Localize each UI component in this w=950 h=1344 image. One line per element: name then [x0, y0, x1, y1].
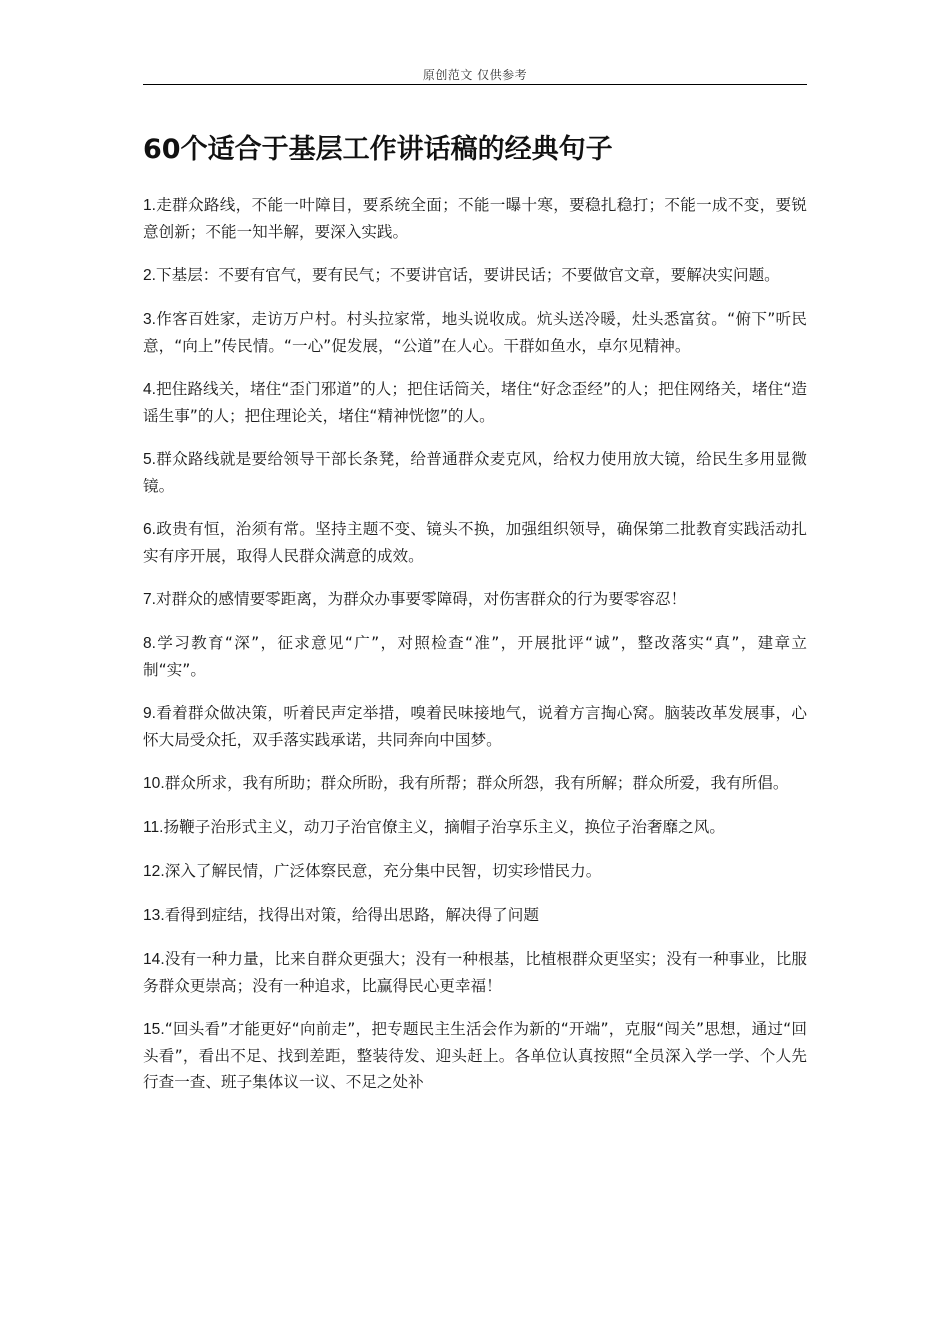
item-number: 4.	[143, 381, 157, 398]
document-body	[143, 192, 807, 1112]
page-header: 原创范文 仅供参考	[422, 68, 528, 82]
list-item	[143, 192, 807, 245]
item-number: 11.	[143, 819, 164, 836]
list-item	[143, 376, 807, 429]
item-number: 6.	[143, 521, 157, 538]
item-text: 看着群众做决策，听着民声定举措，嗅着民味接地气，说着方言掏心窝。脑装改革发展事，心怀大局受众托，双手落实践承诺，共同奔向中国梦。	[143, 704, 807, 749]
list-item	[143, 946, 807, 999]
item-number: 13.	[143, 907, 165, 924]
item-number: 15.	[143, 1021, 165, 1038]
list-item	[143, 446, 807, 499]
item-number: 1.	[143, 197, 157, 214]
list-item	[143, 1016, 807, 1095]
item-number: 9.	[143, 705, 157, 722]
item-number: 8.	[143, 635, 157, 652]
item-text: 下基层：不要有官气，要有民气；不要讲官话，要讲民话；不要做官文章，要解决实问题。	[156, 266, 780, 284]
item-text: 扬鞭子治形式主义，动刀子治官僚主义，摘帽子治享乐主义，换位子治奢靡之风。	[163, 818, 725, 836]
item-text: 没有一种力量，比来自群众更强大；没有一种根基，比植根群众更坚实；没有一种事业，比服务群众更崇高；没有一种追求，比赢得民心更幸福！	[143, 950, 807, 995]
item-text: 对群众的感情要零距离，为群众办事要零障碍，对伤害群众的行为要零容忍！	[156, 590, 687, 608]
item-text: 走群众路线，不能一叶障目，要系统全面；不能一曝十寒，要稳扎稳打；不能一成不变，要锐意创新；不能一知半解，要深入实践。	[143, 196, 807, 241]
header-divider	[143, 84, 807, 85]
item-text: 把住路线关，堵住“歪门邪道”的人；把住话筒关，堵住“好念歪经”的人；把住网络关，堵住“造谣生事”的人；把住理论关，堵住“精神恍惚”的人。	[143, 380, 807, 425]
item-number: 12.	[143, 863, 165, 880]
item-text: 群众路线就是要给领导干部长条凳，给普通群众麦克风，给权力使用放大镜，给民生多用显微镜。	[143, 450, 807, 495]
list-item	[143, 586, 807, 613]
list-item	[143, 814, 807, 841]
document-title: 60个适合于基层工作讲话稿的经典句子	[143, 134, 613, 165]
list-item	[143, 306, 807, 359]
list-item	[143, 770, 807, 797]
item-number: 7.	[143, 591, 157, 608]
list-item	[143, 902, 807, 929]
item-text: 学习教育“深”，征求意见“广”，对照检查“准”，开展批评“诚”，整改落实“真”，建章立制“实”。	[143, 634, 807, 679]
item-number: 2.	[143, 267, 157, 284]
item-text: 深入了解民情，广泛体察民意，充分集中民智，切实珍惜民力。	[164, 862, 602, 880]
list-item	[143, 630, 807, 683]
item-number: 10.	[143, 775, 165, 792]
list-item	[143, 858, 807, 885]
item-number: 14.	[143, 951, 165, 968]
item-number: 5.	[143, 451, 157, 468]
list-item	[143, 700, 807, 753]
item-text: 作客百姓家，走访万户村。村头拉家常，地头说收成。炕头送冷暖，灶头悉富贫。“俯下”听民意，“向上”传民情。“一心”促发展，“公道”在人心。干群如鱼水，卓尔见精神。	[143, 310, 807, 355]
item-number: 3.	[143, 311, 157, 328]
item-text: “回头看”才能更好“向前走”，把专题民主生活会作为新的“开端”，克服“闯关”思想，通过“回头看”，看出不足、找到差距，整装待发、迎头赶上。各单位认真按照“全员深入学一学、个人先行查一查、班子集体议一议、不足之处补	[143, 1020, 807, 1091]
list-item	[143, 516, 807, 569]
item-text: 群众所求，我有所助；群众所盼，我有所帮；群众所怨，我有所解；群众所爱，我有所倡。	[164, 774, 789, 792]
list-item	[143, 262, 807, 289]
item-text: 政贵有恒，治须有常。坚持主题不变、镜头不换，加强组织领导，确保第二批教育实践活动扎实有序开展，取得人民群众满意的成效。	[143, 520, 807, 565]
item-text: 看得到症结，找得出对策，给得出思路，解决得了问题	[164, 906, 539, 924]
